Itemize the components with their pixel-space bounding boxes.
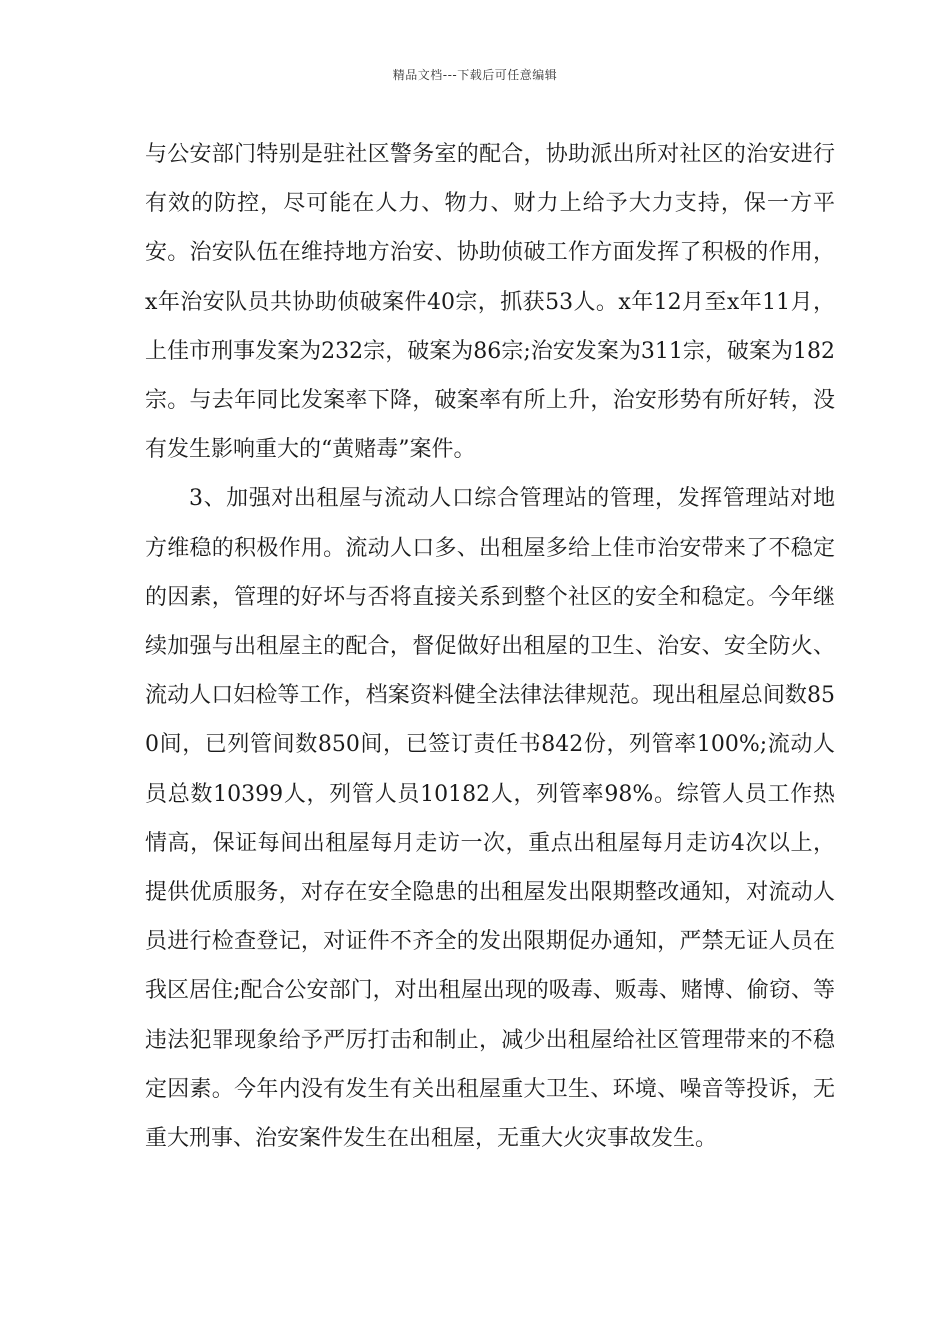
paragraph-section-3: 3、加强对出租屋与流动人口综合管理站的管理，发挥管理站对地方维稳的积极作用。流动人口多、出租屋多给上佳市治安带来了不稳定的因素，管理的好坏与否将直接关系到整个社区的安全和稳定。今年继续加强与出租屋主的配合，督促做好出租屋的卫生、治安、安全防火、流动人口妇检等工作，档案资料健全法律法律规范。现出租屋总间数850间，已列管间数850间，已签订责任书842份，列管率100%;流动人员总数10399人，列管人员10182人，列管率98%。综管人员工作热情高，保证每间出租屋每月走访一次，重点出租屋每月走访4次以上，提供优质服务，对存在安全隐患的出租屋发出限期整改通知，对流动人员进行检查登记，对证件不齐全的发出限期促办通知，严禁无证人员在我区居住;配合公安部门，对出租屋出现的吸毒、贩毒、赌博、偷窃、等违法犯罪现象给予严厉打击和制止，减少出租屋给社区管理带来的不稳定因素。今年内没有发生有关出租屋重大卫生、环境、噪音等投诉，无重大刑事、治安案件发生在出租屋，无重大火灾事故发生。 — [145, 486, 835, 1152]
page-header: 精品文档---下载后可任意编辑 — [392, 68, 558, 82]
document-body — [145, 130, 835, 1163]
paragraph-continuation: 与公安部门特别是驻社区警务室的配合，协助派出所对社区的治安进行有效的防控，尽可能在人力、物力、财力上给予大力支持，保一方平安。治安队伍在维持地方治安、协助侦破工作方面发挥了积极的作用，x年治安队员共协助侦破案件40宗，抓获53人。x年12月至x年11月，上佳市刑事发案为232宗，破案为86宗;治安发案为311宗，破案为182宗。与去年同比发案率下降，破案率有所上升，治安形势有所好转，没有发生影响重大的“黄赌毒”案件。 — [145, 142, 835, 463]
